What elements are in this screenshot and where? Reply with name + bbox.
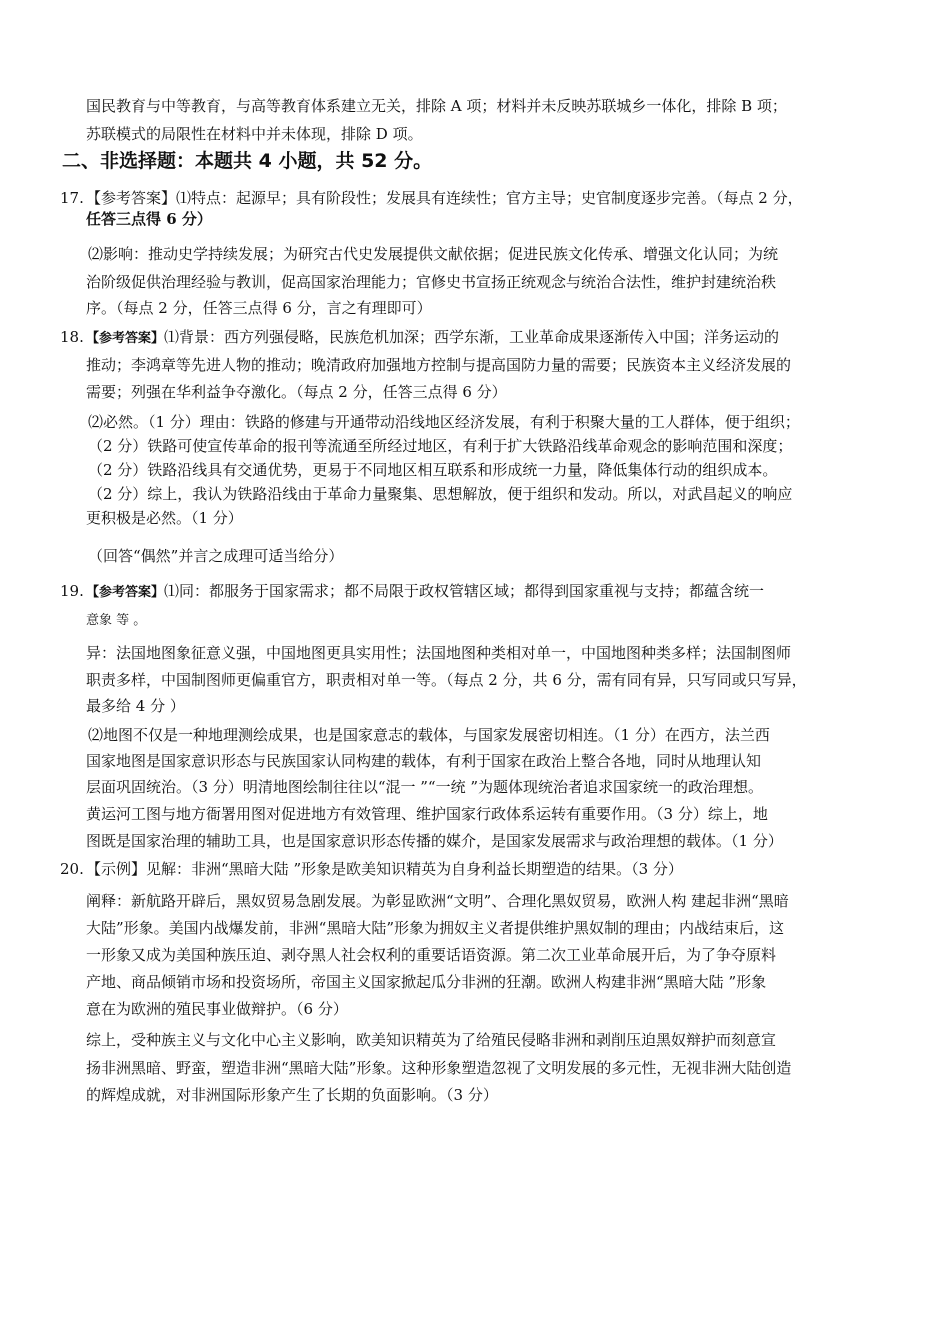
q20-line-6: 意在为欧洲的殖民事业做辩护。（6 分） — [86, 1000, 348, 1018]
q19-line-9: 黄运河工图与地方衙署用图对促进地方有效管理、维护国家行政体系运转有重要作用。（3 分）综上，地 — [86, 805, 768, 823]
reference-answer-tag: 【参考答案】 — [86, 331, 165, 346]
prev-answer-line-1: 国民教育与中等教育，与高等教育体系建立无关，排除 A 项；材料并未反映苏联城乡一体化，排除 B 项； — [86, 97, 787, 115]
q20-line-7: 综上，受种族主义与文化中心主义影响，欧美知识精英为了给殖民侵略非洲和剥削压迫黑奴辩护而刻意宣 — [86, 1031, 777, 1049]
q17-line-1: 【参考答案】⑴特点：起源早；具有阶段性；发展具有连续性；官方主导；史官制度逐步完善。（每点 2 分， — [86, 189, 803, 207]
q20-line-9: 的辉煌成就，对非洲国际形象产生了长期的负面影响。（3 分） — [86, 1086, 498, 1104]
q18-line-4: ⑵必然。（1 分）理由：铁路的修建与开通带动沿线地区经济发展，有利于积聚大量的工人群体，便于组织； — [88, 413, 800, 431]
q18-line-7: （2 分）综上，我认为铁路沿线由于革命力量聚集、思想解放，便于组织和发动。所以，对武昌起义的响应 — [88, 485, 793, 503]
q17-line-2: 任答三点得 6 分） — [86, 210, 212, 228]
q17-line-3: ⑵影响：推动史学持续发展；为研究古代史发展提供文献依据；促进民族文化传承、增强文化认同；为统 — [88, 245, 779, 263]
q19-line-4: 职责多样，中国制图师更偏重官方，职责相对单一等。（每点 2 分，共 6 分，需有同有异，只写同或只写异， — [86, 671, 807, 689]
q19-line-1-text: ⑴同：都服务于国家需求；都不局限于政权管辖区域；都得到国家重视与支持；都蕴含统一 — [164, 582, 765, 600]
q19-line-2: 意象 等 。 — [86, 613, 147, 628]
q18-line-8: 更积极是必然。（1 分） — [86, 509, 243, 527]
question-20-number: 20. — [60, 860, 84, 878]
reference-answer-tag: 【参考答案】 — [86, 585, 165, 600]
q17-line-4: 治阶级促供治理经验与教训，促高国家治理能力；官修史书宣扬正统观念与统治合法性，维护封建统治秩 — [86, 273, 777, 291]
q20-line-8: 扬非洲黑暗、野蛮，塑造非洲“黑暗大陆”形象。这种形象塑造忽视了文明发展的多元性，无视非洲大陆创造 — [86, 1059, 792, 1077]
q20-line-2: 阐释：新航路开辟后，黑奴贸易急剧发展。为彰显欧洲“文明”、合理化黑奴贸易，欧洲人构 建起非洲“黑暗 — [86, 892, 789, 910]
q18-line-6: （2 分）铁路沿线具有交通优势，更易于不同地区相互联系和形成统一力量，降低集体行动的组织成本。 — [88, 461, 778, 479]
q20-line-5: 产地、商品倾销市场和投资场所，帝国主义国家掀起瓜分非洲的狂潮。欧洲人构建非洲“黑暗大陆 ”形象 — [86, 973, 767, 991]
question-17-number: 17. — [60, 189, 84, 207]
q18-line-9: （回答“偶然”并言之成理可适当给分） — [88, 547, 344, 565]
q20-line-1: 【示例】见解：非洲“黑暗大陆 ”形象是欧美知识精英为自身利益长期塑造的结果。（3 分） — [86, 860, 683, 878]
q17-line-5: 序。（每点 2 分，任答三点得 6 分，言之有理即可） — [86, 299, 432, 317]
q19-line-7: 国家地图是国家意识形态与民族国家认同构建的载体，有利于国家在政治上整合各地，同时从地理认知 — [86, 752, 762, 770]
q20-line-3: 大陆”形象。美国内战爆发前，非洲“黑暗大陆”形象为拥奴主义者提供维护黑奴制的理由；内战结束后，这 — [86, 919, 785, 937]
q19-line-10: 图既是国家治理的辅助工具，也是国家意识形态传播的媒介，是国家发展需求与政治理想的载体。（1 分） — [86, 832, 783, 850]
q19-line-6: ⑵地图不仅是一种地理测绘成果，也是国家意志的载体，与国家发展密切相连。（1 分）在西方，法兰西 — [88, 726, 770, 744]
q19-line-3: 异：法国地图象征意义强，中国地图更具实用性；法国地图种类相对单一，中国地图种类多样；法国制图师 — [86, 644, 792, 662]
q20-line-4: 一形象又成为美国种族压迫、剥夺黑人社会权利的重要话语资源。第二次工业革命展开后，为了争夺原料 — [86, 946, 777, 964]
prev-answer-line-2: 苏联模式的局限性在材料中并未体现，排除 D 项。 — [86, 125, 423, 143]
section-heading: 二、非选择题：本题共 4 小题，共 52 分。 — [62, 150, 433, 172]
question-19-number: 19. — [60, 582, 84, 600]
q18-line-1 — [86, 327, 779, 349]
q18-line-2: 推动；李鸿章等先进人物的推动；晚清政府加强地方控制与提高国防力量的需要；民族资本主义经济发展的 — [86, 356, 792, 374]
q18-line-5: （2 分）铁路可使宣传革命的报刊等流通至所经过地区，有利于扩大铁路沿线革命观念的影响范围和深度； — [88, 437, 793, 455]
q18-line-3: 需要；列强在华利益争夺激化。（每点 2 分，任答三点得 6 分） — [86, 383, 507, 401]
q19-line-1 — [86, 581, 764, 603]
question-18-number: 18. — [60, 328, 84, 346]
q19-line-8: 层面巩固统治。（3 分）明清地图绘制往往以“混一 ”“一统 ”为题体现统治者追求国家统一的政治理想。 — [86, 778, 764, 796]
q19-line-5: 最多给 4 分 ） — [86, 697, 185, 715]
q18-line-1-text: ⑴背景：西方列强侵略，民族危机加深；西学东渐，工业革命成果逐渐传入中国；洋务运动的 — [164, 328, 780, 346]
